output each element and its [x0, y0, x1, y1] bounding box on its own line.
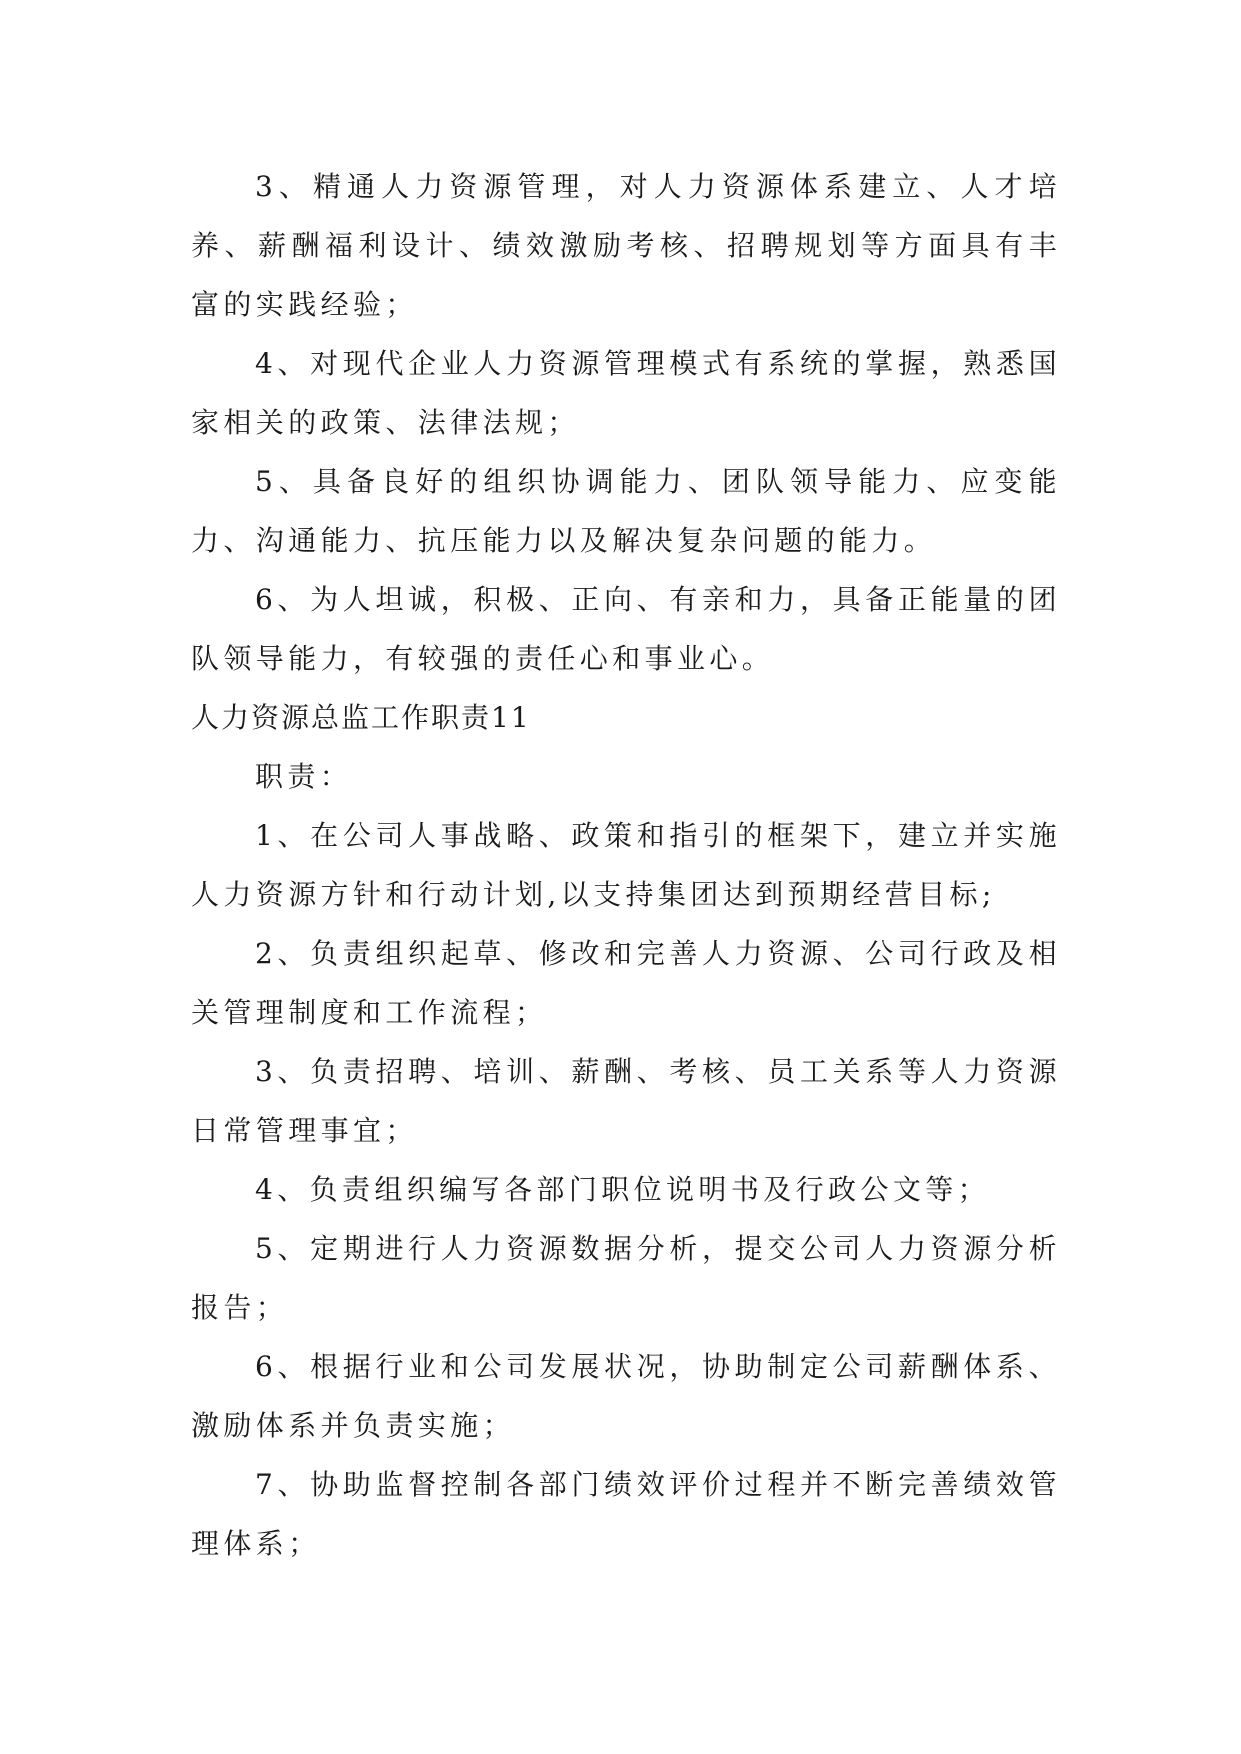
duty-item-1: 1、在公司人事战略、政策和指引的框架下，建立并实施人力资源方针和行动计划,以支持集团达到预期经营目标;	[191, 819, 1061, 911]
document-body	[191, 157, 1061, 1573]
duty-item-6: 6、根据行业和公司发展状况，协助制定公司薪酬体系、激励体系并负责实施；	[191, 1350, 1061, 1442]
duty-item-5: 5、定期进行人力资源数据分析，提交公司人力资源分析报告；	[191, 1232, 1061, 1324]
section-heading: 人力资源总监工作职责11	[191, 701, 531, 734]
duty-item-7: 7、协助监督控制各部门绩效评价过程并不断完善绩效管理体系；	[191, 1468, 1061, 1560]
duty-item-4: 4、负责组织编写各部门职位说明书及行政公文等；	[255, 1173, 991, 1206]
duty-item-3: 3、负责招聘、培训、薪酬、考核、员工关系等人力资源日常管理事宜；	[191, 1055, 1061, 1147]
paragraph-item-6-personality: 6、为人坦诚，积极、正向、有亲和力，具备正能量的团队领导能力，有较强的责任心和事业心。	[191, 583, 1061, 675]
paragraph-item-3-hr-expertise: 3、精通人力资源管理，对人力资源体系建立、人才培养、薪酬福利设计、绩效激励考核、招聘规划等方面具有丰富的实践经验；	[191, 170, 1061, 321]
paragraph-item-4-management-mode: 4、对现代企业人力资源管理模式有系统的掌握，熟悉国家相关的政策、法律法规；	[191, 347, 1061, 439]
duty-item-2: 2、负责组织起草、修改和完善人力资源、公司行政及相关管理制度和工作流程；	[191, 937, 1061, 1029]
duties-label: 职责：	[255, 760, 353, 793]
paragraph-item-5-abilities: 5、具备良好的组织协调能力、团队领导能力、应变能力、沟通能力、抗压能力以及解决复杂问题的能力。	[191, 465, 1061, 557]
